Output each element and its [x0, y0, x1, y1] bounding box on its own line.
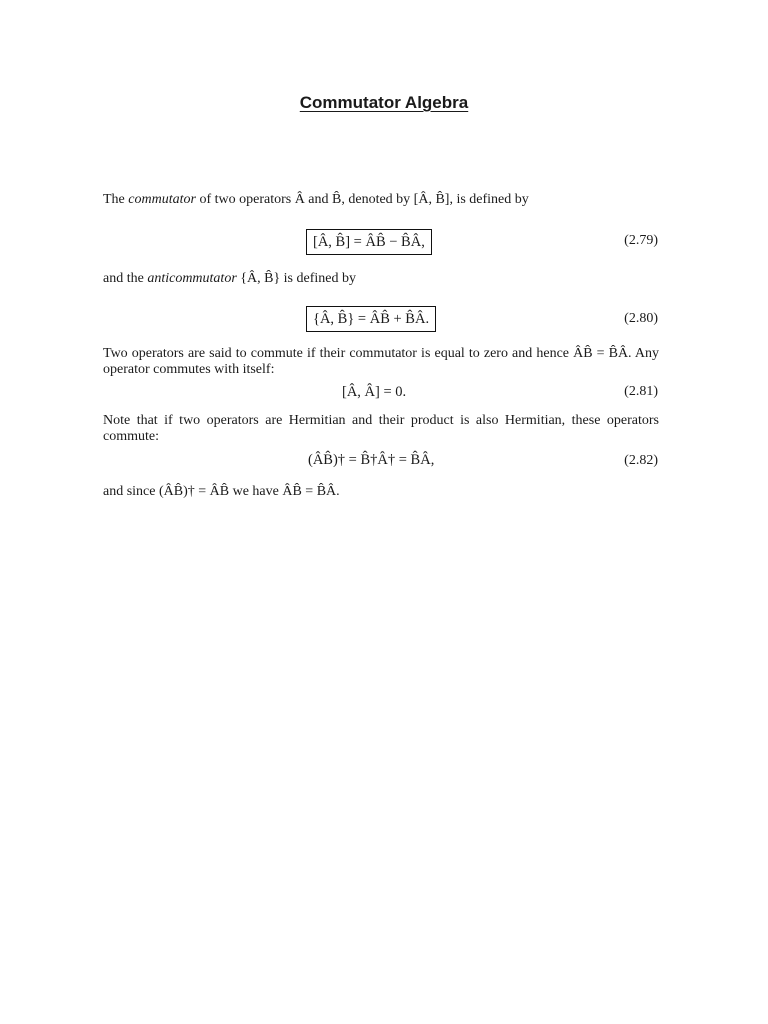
- text-segment: The: [103, 192, 129, 207]
- commute-definition-text: Two operators are said to commute if their commutator is equal to zero and hence ÂB̂ = B̂Â. Any operator commutes with itself:: [103, 346, 659, 377]
- anticommutator-term: anticommutator: [147, 271, 237, 286]
- equation-2-81: [Â, Â] = 0.: [342, 384, 407, 400]
- text-segment: and the: [103, 271, 148, 286]
- equation-2-82: (ÂB̂)† = B̂†Â† = B̂Â,: [308, 452, 435, 468]
- equation-2-80: {Â, B̂} = ÂB̂ + B̂Â.: [306, 306, 436, 332]
- equation-2-79: [Â, B̂] = ÂB̂ − B̂Â,: [306, 229, 432, 255]
- equation-number-2-79: (2.79): [624, 233, 658, 248]
- equation-number-2-81: (2.81): [624, 384, 658, 399]
- commutator-definition-text: [103, 192, 659, 208]
- equation-number-2-80: (2.80): [624, 311, 658, 326]
- equation-number-2-82: (2.82): [624, 453, 658, 468]
- text-segment: of two operators Â and B̂, denoted by [Â, B̂], is defined by: [195, 192, 529, 207]
- hermitian-note-text: Note that if two operators are Hermitian and their product is also Hermitian, these operators commute:: [103, 413, 659, 444]
- commutator-term: commutator: [128, 192, 196, 207]
- anticommutator-definition-text: [103, 271, 659, 287]
- page-title: Commutator Algebra: [299, 93, 469, 112]
- conclusion-text: and since (ÂB̂)† = ÂB̂ we have ÂB̂ = B̂Â.: [103, 484, 340, 499]
- text-segment: {Â, B̂} is defined by: [236, 271, 356, 286]
